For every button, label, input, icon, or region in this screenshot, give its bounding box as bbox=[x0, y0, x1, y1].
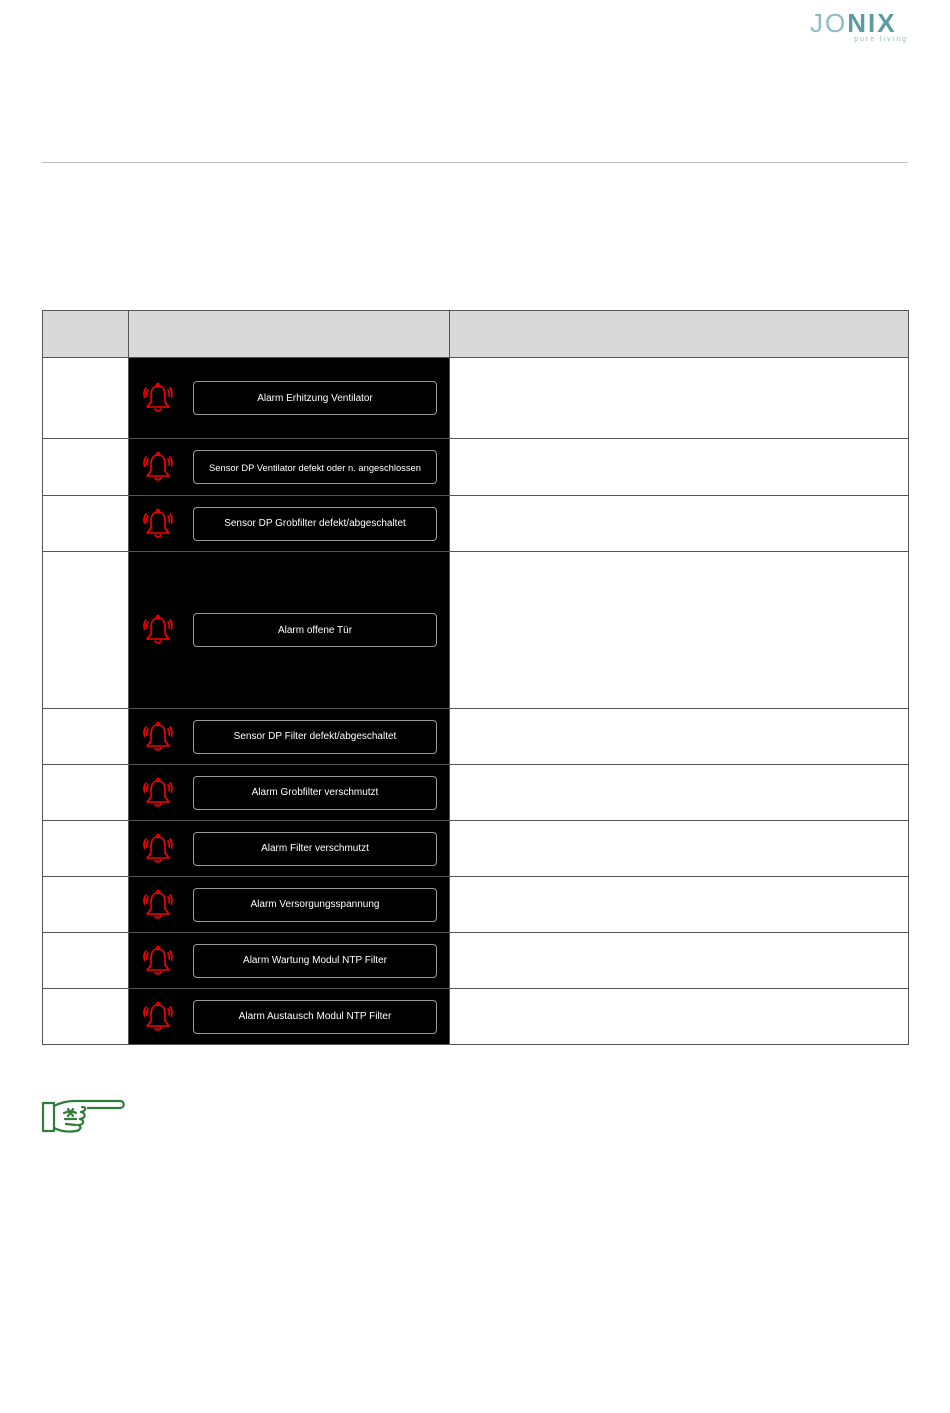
description-cell bbox=[450, 821, 909, 877]
description-cell bbox=[450, 877, 909, 933]
display-cell bbox=[129, 358, 450, 439]
description-cell bbox=[450, 709, 909, 765]
code-cell bbox=[43, 933, 129, 989]
code-cell bbox=[43, 552, 129, 709]
table-header-row bbox=[43, 311, 909, 358]
display-cell bbox=[129, 877, 450, 933]
alarm-bell-icon bbox=[143, 451, 173, 483]
code-cell bbox=[43, 439, 129, 496]
alarm-button[interactable]: Sensor DP Grobfilter defekt/abgeschaltet bbox=[193, 507, 437, 541]
display-cell bbox=[129, 552, 450, 709]
alarm-button[interactable]: Alarm Versorgungsspannung bbox=[193, 888, 437, 922]
description-cell bbox=[450, 439, 909, 496]
table-row bbox=[43, 989, 909, 1045]
code-cell bbox=[43, 821, 129, 877]
alarm-button[interactable]: Sensor DP Filter defekt/abgeschaltet bbox=[193, 720, 437, 754]
table-row bbox=[43, 933, 909, 989]
display-cell bbox=[129, 439, 450, 496]
table-row bbox=[43, 709, 909, 765]
code-cell bbox=[43, 877, 129, 933]
display-cell bbox=[129, 709, 450, 765]
code-cell bbox=[43, 765, 129, 821]
header-cell-display bbox=[129, 311, 450, 358]
logo-part-light: JO bbox=[810, 8, 848, 38]
code-cell bbox=[43, 709, 129, 765]
alarm-bell-icon bbox=[143, 382, 173, 414]
alarm-button[interactable]: Alarm Filter verschmutzt bbox=[193, 832, 437, 866]
jonix-logo bbox=[810, 8, 910, 44]
pointing-hand-icon bbox=[40, 1097, 128, 1137]
display-cell bbox=[129, 989, 450, 1045]
code-cell bbox=[43, 989, 129, 1045]
alarm-bell-icon bbox=[143, 777, 173, 809]
alarm-bell-icon bbox=[143, 508, 173, 540]
alarm-button[interactable]: Alarm Grobfilter verschmutzt bbox=[193, 776, 437, 810]
display-cell bbox=[129, 821, 450, 877]
table-row bbox=[43, 765, 909, 821]
alarm-button[interactable]: Sensor DP Ventilator defekt oder n. angeschlossen bbox=[193, 450, 437, 484]
code-cell bbox=[43, 358, 129, 439]
description-cell bbox=[450, 989, 909, 1045]
description-cell bbox=[450, 358, 909, 439]
table-row bbox=[43, 552, 909, 709]
logo-tagline: pure living bbox=[854, 36, 908, 43]
alarm-bell-icon bbox=[143, 945, 173, 977]
alarm-button[interactable]: Alarm Austausch Modul NTP Filter bbox=[193, 1000, 437, 1034]
table-row bbox=[43, 439, 909, 496]
table-row bbox=[43, 821, 909, 877]
code-cell bbox=[43, 496, 129, 552]
logo-wordmark bbox=[810, 8, 897, 38]
alarm-bell-icon bbox=[143, 889, 173, 921]
alarm-button[interactable]: Alarm Wartung Modul NTP Filter bbox=[193, 944, 437, 978]
table-row bbox=[43, 496, 909, 552]
description-cell bbox=[450, 496, 909, 552]
display-cell bbox=[129, 933, 450, 989]
description-cell bbox=[450, 552, 909, 709]
display-cell bbox=[129, 765, 450, 821]
alarm-button[interactable]: Alarm offene Tür bbox=[193, 613, 437, 647]
alarm-bell-icon bbox=[143, 614, 173, 646]
alarm-bell-icon bbox=[143, 721, 173, 753]
alarm-bell-icon bbox=[143, 833, 173, 865]
table-row bbox=[43, 358, 909, 439]
description-cell bbox=[450, 933, 909, 989]
header-cell-code bbox=[43, 311, 129, 358]
table-row bbox=[43, 877, 909, 933]
display-cell bbox=[129, 496, 450, 552]
logo-part-dark: NIX bbox=[847, 8, 897, 38]
alarm-bell-icon bbox=[143, 1001, 173, 1033]
header-divider bbox=[42, 162, 908, 163]
header-cell-description bbox=[450, 311, 909, 358]
description-cell bbox=[450, 765, 909, 821]
alarm-table bbox=[42, 310, 909, 1045]
alarm-button[interactable]: Alarm Erhitzung Ventilator bbox=[193, 381, 437, 415]
